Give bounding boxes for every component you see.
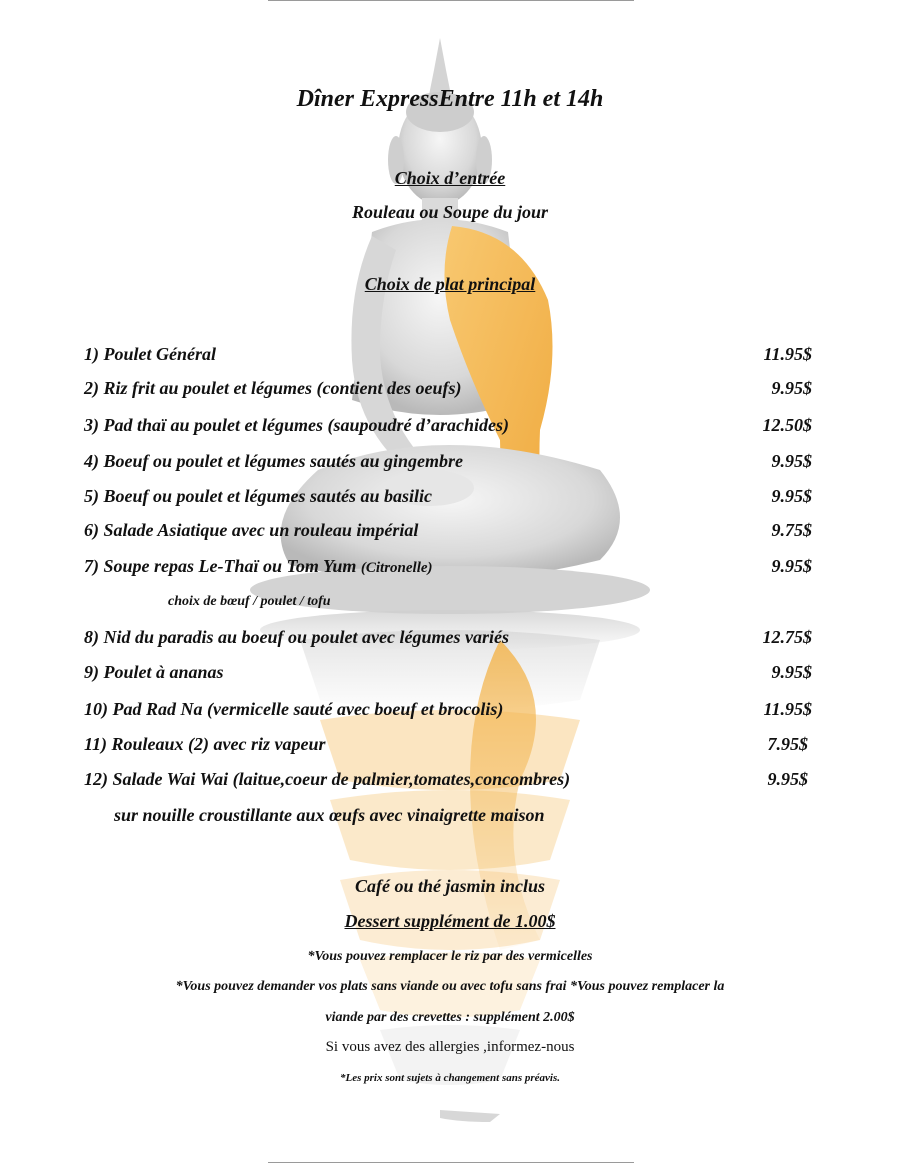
menu-item-price: 9.95$ xyxy=(771,556,812,576)
menu-item xyxy=(84,415,812,439)
menu-item-label: 2) Riz frit au poulet et légumes (contient des oeufs) xyxy=(84,378,462,398)
menu-item xyxy=(84,556,812,580)
menu-item-label: 1) Poulet Général xyxy=(84,344,216,364)
main-course-heading: Choix de plat principal xyxy=(364,274,536,294)
allergies-note: Si vous avez des allergies ,informez-nous xyxy=(325,1039,575,1055)
bottom-divider xyxy=(268,1162,634,1163)
menu-item-price: 9.95$ xyxy=(771,451,812,471)
menu-item xyxy=(84,378,812,402)
menu-item-price: 12.75$ xyxy=(762,627,812,647)
note-meat-line-2: viande par des crevettes : supplément 2.00$ xyxy=(325,1010,575,1025)
menu-item-price: 9.95$ xyxy=(771,378,812,398)
menu-item-label: 12) Salade Wai Wai (laitue,coeur de palmier,tomates,concombres) xyxy=(84,769,571,789)
dessert-supplement: Dessert supplément de 1.00$ xyxy=(344,911,556,931)
menu-item-subtext: sur nouille croustillante aux œufs avec vinaigrette maison xyxy=(114,805,545,825)
menu-item-label: 9) Poulet à ananas xyxy=(84,662,224,682)
menu-item xyxy=(84,344,812,368)
menu-item-price: 12.50$ xyxy=(762,415,812,435)
page-title: Dîner ExpressEntre 11h et 14h xyxy=(296,86,604,112)
menu-item-price: 9.95$ xyxy=(771,486,812,506)
menu-item-label: 6) Salade Asiatique avec un rouleau impérial xyxy=(84,520,419,540)
menu-item-label: 11) Rouleaux (2) avec riz vapeur xyxy=(84,734,326,754)
included-drink: Café ou thé jasmin inclus xyxy=(354,876,546,896)
note-meat-line-1: *Vous pouvez demander vos plats sans viande ou avec tofu sans frai *Vous pouvez remplacer la xyxy=(175,979,725,994)
prices-disclaimer: *Les prix sont sujets à changement sans préavis. xyxy=(339,1072,561,1084)
menu-item-subtext: choix de bœuf / poulet / tofu xyxy=(168,594,331,609)
menu-item-price: 9.95$ xyxy=(767,769,808,789)
menu-item-label: 10) Pad Rad Na (vermicelle sauté avec boeuf et brocolis) xyxy=(84,699,504,719)
menu-item xyxy=(84,769,812,793)
menu-item-label: 5) Boeuf ou poulet et légumes sautés au basilic xyxy=(84,486,433,506)
menu-item-price: 9.95$ xyxy=(771,662,812,682)
entree-options: Rouleau ou Soupe du jour xyxy=(351,202,549,222)
entree-heading: Choix d’entrée xyxy=(394,168,506,188)
menu-item xyxy=(84,520,812,544)
menu-item xyxy=(84,486,812,510)
menu-item-price: 9.75$ xyxy=(771,520,812,540)
menu-item xyxy=(84,662,812,686)
note-rice: *Vous pouvez remplacer le riz par des vermicelles xyxy=(307,949,593,964)
menu-item-label: 7) Soupe repas Le-Thaï ou Tom Yum (Citronelle) xyxy=(84,556,433,576)
menu-item-label: 8) Nid du paradis au boeuf ou poulet avec légumes variés xyxy=(84,627,509,647)
menu-item xyxy=(84,699,812,723)
menu-item-price: 11.95$ xyxy=(763,344,812,364)
top-divider xyxy=(268,0,634,1)
menu-item xyxy=(84,451,812,475)
menu-item-label: 3) Pad thaï au poulet et légumes (saupoudré d’arachides) xyxy=(84,415,510,435)
menu-item-price: 11.95$ xyxy=(763,699,812,719)
menu-item-price: 7.95$ xyxy=(767,734,808,754)
menu-item xyxy=(84,734,812,758)
menu-item-label: 4) Boeuf ou poulet et légumes sautés au gingembre xyxy=(84,451,464,471)
menu-item xyxy=(84,627,812,651)
